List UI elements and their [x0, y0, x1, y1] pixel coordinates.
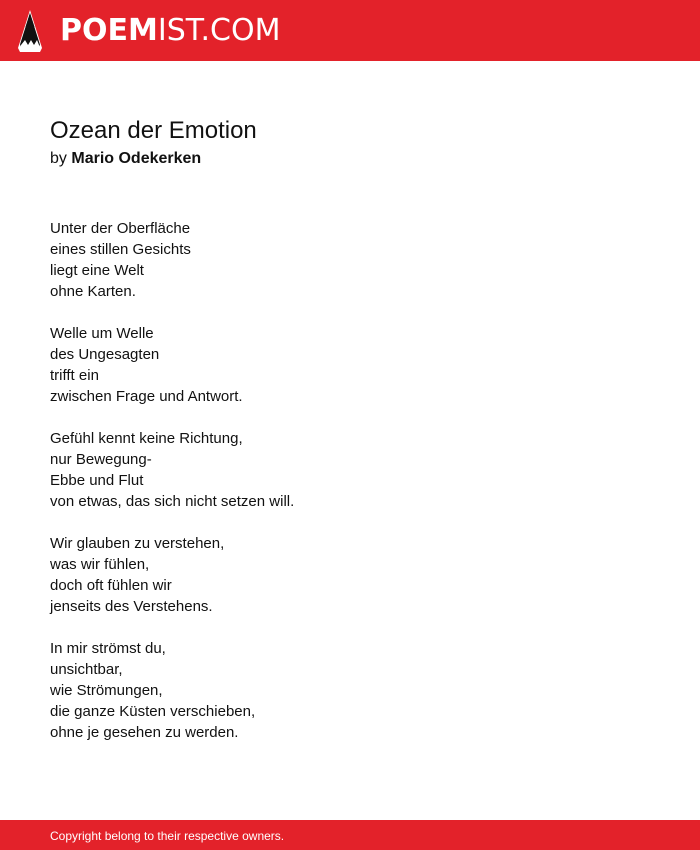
poem-line: jenseits des Verstehens.: [50, 598, 213, 615]
poem-line: nur Bewegung-: [50, 451, 152, 468]
poem-stanza: [50, 428, 650, 512]
poem-line: In mir strömst du,: [50, 640, 166, 657]
poem-line: wie Strömungen,: [50, 682, 163, 699]
poem-line: zwischen Frage und Antwort.: [50, 388, 243, 405]
poem-line: eines stillen Gesichts: [50, 241, 191, 258]
poem-line: von etwas, das sich nicht setzen will.: [50, 493, 295, 510]
copyright-text: Copyright belong to their respective owners.: [50, 829, 285, 843]
author-name: Mario Odekerken: [71, 150, 202, 167]
poem-line: Unter der Oberfläche: [50, 220, 191, 237]
poem-line: Ebbe und Flut: [50, 472, 144, 489]
poem-stanza: [50, 218, 650, 302]
poem-line: was wir fühlen,: [50, 556, 150, 573]
poem-line: liegt eine Welt: [50, 262, 144, 279]
poem-body: [50, 218, 650, 764]
poem-line: Wir glauben zu verstehen,: [50, 535, 225, 552]
site-header: [0, 0, 700, 61]
poem-line: trifft ein: [50, 367, 99, 384]
poem-line: Welle um Welle: [50, 325, 154, 342]
poem-line: Gefühl kennt keine Richtung,: [50, 430, 243, 447]
poem-header: [50, 116, 650, 169]
by-label: by: [50, 150, 67, 167]
byline: [50, 149, 650, 169]
poem-stanza: [50, 323, 650, 407]
poem-line: unsichtbar,: [50, 661, 123, 678]
poem-line: die ganze Küsten verschieben,: [50, 703, 256, 720]
poem-stanza: [50, 533, 650, 617]
logo-wordmark: POEMIST.COM: [60, 13, 281, 48]
poem-title: Ozean der Emotion: [50, 117, 257, 144]
site-footer: [0, 820, 700, 850]
poem-line: ohne Karten.: [50, 283, 136, 300]
poem-line: doch oft fühlen wir: [50, 577, 172, 594]
poem-line: des Ungesagten: [50, 346, 160, 363]
site-logo[interactable]: [18, 9, 280, 53]
poem-line: ohne je gesehen zu werden.: [50, 724, 239, 741]
pencil-icon: [18, 10, 42, 52]
poem-stanza: [50, 638, 650, 743]
